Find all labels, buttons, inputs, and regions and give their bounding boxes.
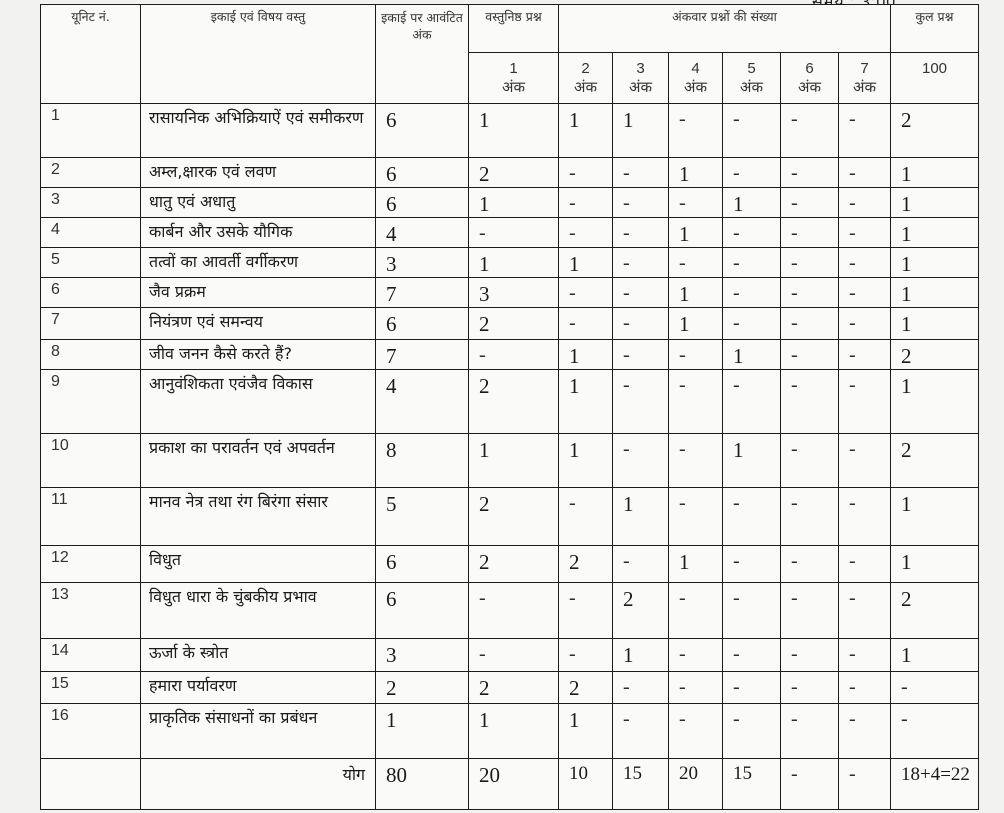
- header-markwise: अंकवार प्रश्नों की संख्या: [559, 5, 891, 53]
- mark-m2-cell: 2: [559, 546, 613, 583]
- header-mark-3: 3 अंक: [613, 53, 669, 104]
- mark-m2-cell: -: [559, 218, 613, 248]
- mark-m2-cell: 2: [559, 672, 613, 704]
- table-row: [41, 158, 979, 188]
- mark-m6-cell: -: [781, 672, 839, 704]
- mark-m6-cell: -: [781, 278, 839, 308]
- mark-m7-cell: -: [839, 104, 891, 158]
- mark-m6-cell: -: [781, 434, 839, 488]
- mark-m7-cell: -: [839, 370, 891, 434]
- mark-m7-cell: -: [839, 434, 891, 488]
- unit-number-cell: 9: [41, 370, 141, 434]
- mark-m6-cell: -: [781, 308, 839, 340]
- mark-m1-cell: 1: [469, 704, 559, 759]
- mark-m4-cell: -: [669, 639, 723, 672]
- mark-m2-cell: 1: [559, 434, 613, 488]
- unit-number-cell: 7: [41, 308, 141, 340]
- total-questions-cell: -: [891, 672, 979, 704]
- total-questions-cell: 1: [891, 158, 979, 188]
- totals-row: [41, 759, 979, 810]
- table-row: [41, 704, 979, 759]
- marks-allotted-cell: 7: [376, 340, 469, 370]
- mark-m5-cell: -: [723, 278, 781, 308]
- mark-m4-cell: -: [669, 248, 723, 278]
- mark-m7-cell: -: [839, 308, 891, 340]
- topic-cell: प्राकृतिक संसाधनों का प्रबंधन: [141, 704, 376, 759]
- mark-m7-cell: -: [839, 248, 891, 278]
- total-questions-cell: 1: [891, 546, 979, 583]
- mark-m7-cell: -: [839, 158, 891, 188]
- mark-m2-cell: 1: [559, 370, 613, 434]
- marks-allotted-cell: 6: [376, 188, 469, 218]
- mark-m3-cell: 1: [613, 639, 669, 672]
- total-questions-cell: 2: [891, 434, 979, 488]
- mark-m7-cell: -: [839, 639, 891, 672]
- unit-number-cell: 5: [41, 248, 141, 278]
- header-total-questions: कुल प्रश्न: [891, 5, 979, 53]
- mark-m1-cell: -: [469, 583, 559, 639]
- mark-m2-cell: -: [559, 583, 613, 639]
- mark-m6-cell: -: [781, 248, 839, 278]
- unit-number-cell: 4: [41, 218, 141, 248]
- totals-m1: 20: [469, 759, 559, 810]
- header-mark-7: 7 अंक: [839, 53, 891, 104]
- mark-m3-cell: -: [613, 278, 669, 308]
- mark-m4-cell: -: [669, 488, 723, 546]
- mark-m4-cell: -: [669, 104, 723, 158]
- total-questions-cell: 1: [891, 639, 979, 672]
- mark-m4-cell: -: [669, 672, 723, 704]
- totals-label: योग: [141, 759, 376, 810]
- topic-cell: विधुत धारा के चुंबकीय प्रभाव: [141, 583, 376, 639]
- mark-m1-cell: 2: [469, 308, 559, 340]
- mark-m6-cell: -: [781, 218, 839, 248]
- mark-m2-cell: -: [559, 158, 613, 188]
- mark-m3-cell: -: [613, 370, 669, 434]
- mark-m7-cell: -: [839, 583, 891, 639]
- header-mark-1: 1 अंक: [469, 53, 559, 104]
- mark-m1-cell: 1: [469, 104, 559, 158]
- mark-m4-cell: 1: [669, 278, 723, 308]
- mark-m6-cell: -: [781, 546, 839, 583]
- mark-m2-cell: 1: [559, 704, 613, 759]
- topic-cell: जीव जनन कैसे करते हैं?: [141, 340, 376, 370]
- mark-m4-cell: 1: [669, 308, 723, 340]
- topic-cell: प्रकाश का परावर्तन एवं अपवर्तन: [141, 434, 376, 488]
- mark-m5-cell: -: [723, 672, 781, 704]
- topic-cell: ऊर्जा के स्त्रोत: [141, 639, 376, 672]
- table-row: [41, 488, 979, 546]
- mark-m1-cell: 2: [469, 546, 559, 583]
- mark-m3-cell: -: [613, 546, 669, 583]
- mark-m3-cell: -: [613, 704, 669, 759]
- mark-m7-cell: -: [839, 672, 891, 704]
- mark-m5-cell: -: [723, 158, 781, 188]
- mark-m1-cell: 1: [469, 248, 559, 278]
- mark-m7-cell: -: [839, 546, 891, 583]
- totals-m7: -: [839, 759, 891, 810]
- mark-m1-cell: 2: [469, 370, 559, 434]
- unit-number-cell: 14: [41, 639, 141, 672]
- totals-m2: 10: [559, 759, 613, 810]
- header-total-sub: 100: [891, 53, 979, 104]
- marks-allotted-cell: 6: [376, 308, 469, 340]
- mark-m3-cell: 1: [613, 104, 669, 158]
- mark-m6-cell: -: [781, 104, 839, 158]
- marks-allotted-cell: 3: [376, 639, 469, 672]
- mark-m2-cell: 1: [559, 248, 613, 278]
- marks-allotted-cell: 5: [376, 488, 469, 546]
- header-mark-5: 5 अंक: [723, 53, 781, 104]
- mark-m3-cell: -: [613, 672, 669, 704]
- marks-allotted-cell: 3: [376, 248, 469, 278]
- mark-m2-cell: -: [559, 488, 613, 546]
- mark-m2-cell: 1: [559, 104, 613, 158]
- mark-m5-cell: 1: [723, 434, 781, 488]
- mark-m3-cell: -: [613, 340, 669, 370]
- mark-m4-cell: -: [669, 583, 723, 639]
- unit-number-cell: 2: [41, 158, 141, 188]
- mark-m5-cell: 1: [723, 188, 781, 218]
- header-objective: वस्तुनिष्ठ प्रश्न: [469, 5, 559, 53]
- mark-m6-cell: -: [781, 488, 839, 546]
- mark-m1-cell: 2: [469, 672, 559, 704]
- mark-m7-cell: -: [839, 488, 891, 546]
- totals-m5: 15: [723, 759, 781, 810]
- mark-m7-cell: -: [839, 188, 891, 218]
- mark-m4-cell: 1: [669, 546, 723, 583]
- total-questions-cell: 1: [891, 248, 979, 278]
- topic-cell: आनुवंशिकता एवंजैव विकास: [141, 370, 376, 434]
- mark-m7-cell: -: [839, 218, 891, 248]
- mark-m2-cell: -: [559, 278, 613, 308]
- mark-m7-cell: -: [839, 278, 891, 308]
- question-blueprint-table: [40, 4, 979, 810]
- mark-m5-cell: -: [723, 308, 781, 340]
- unit-number-cell: 6: [41, 278, 141, 308]
- mark-m4-cell: -: [669, 704, 723, 759]
- mark-m6-cell: -: [781, 639, 839, 672]
- mark-m5-cell: -: [723, 488, 781, 546]
- total-questions-cell: 1: [891, 308, 979, 340]
- unit-number-cell: 13: [41, 583, 141, 639]
- mark-m3-cell: 2: [613, 583, 669, 639]
- mark-m3-cell: 1: [613, 488, 669, 546]
- mark-m3-cell: -: [613, 158, 669, 188]
- topic-cell: नियंत्रण एवं समन्वय: [141, 308, 376, 340]
- mark-m4-cell: -: [669, 340, 723, 370]
- mark-m6-cell: -: [781, 583, 839, 639]
- table-row: [41, 278, 979, 308]
- total-questions-cell: 2: [891, 583, 979, 639]
- mark-m1-cell: -: [469, 218, 559, 248]
- marks-allotted-cell: 4: [376, 370, 469, 434]
- mark-m7-cell: -: [839, 340, 891, 370]
- marks-allotted-cell: 4: [376, 218, 469, 248]
- totals-unit-cell: [41, 759, 141, 810]
- table-row: [41, 370, 979, 434]
- totals-marks: 80: [376, 759, 469, 810]
- unit-number-cell: 15: [41, 672, 141, 704]
- mark-m3-cell: -: [613, 218, 669, 248]
- marks-allotted-cell: 8: [376, 434, 469, 488]
- total-questions-cell: 1: [891, 278, 979, 308]
- mark-m5-cell: -: [723, 218, 781, 248]
- unit-number-cell: 11: [41, 488, 141, 546]
- mark-m6-cell: -: [781, 188, 839, 218]
- table-row: [41, 639, 979, 672]
- topic-cell: जैव प्रक्रम: [141, 278, 376, 308]
- mark-m4-cell: 1: [669, 158, 723, 188]
- mark-m3-cell: -: [613, 308, 669, 340]
- topic-cell: मानव नेत्र तथा रंग बिरंगा संसार: [141, 488, 376, 546]
- totals-m3: 15: [613, 759, 669, 810]
- marks-allotted-cell: 7: [376, 278, 469, 308]
- mark-m4-cell: -: [669, 188, 723, 218]
- marks-allotted-cell: 1: [376, 704, 469, 759]
- header-marks-allotted: इकाई पर आवंटित अंक: [376, 5, 469, 104]
- marks-allotted-cell: 6: [376, 546, 469, 583]
- mark-m2-cell: 1: [559, 340, 613, 370]
- header-unit-no: यूनिट नं.: [41, 5, 141, 104]
- mark-m1-cell: 2: [469, 488, 559, 546]
- mark-m1-cell: -: [469, 340, 559, 370]
- topic-cell: तत्वों का आवर्ती वर्गीकरण: [141, 248, 376, 278]
- mark-m1-cell: 3: [469, 278, 559, 308]
- mark-m5-cell: -: [723, 639, 781, 672]
- mark-m5-cell: -: [723, 704, 781, 759]
- mark-m1-cell: -: [469, 639, 559, 672]
- mark-m3-cell: -: [613, 188, 669, 218]
- unit-number-cell: 3: [41, 188, 141, 218]
- unit-number-cell: 12: [41, 546, 141, 583]
- mark-m5-cell: -: [723, 546, 781, 583]
- mark-m5-cell: -: [723, 583, 781, 639]
- totals-total: 18+4=22: [891, 759, 979, 810]
- total-questions-cell: 1: [891, 488, 979, 546]
- table-row: [41, 340, 979, 370]
- mark-m6-cell: -: [781, 370, 839, 434]
- marks-allotted-cell: 2: [376, 672, 469, 704]
- mark-m5-cell: -: [723, 370, 781, 434]
- table-row: [41, 308, 979, 340]
- unit-number-cell: 10: [41, 434, 141, 488]
- mark-m2-cell: -: [559, 188, 613, 218]
- mark-m5-cell: 1: [723, 340, 781, 370]
- header-mark-2: 2 अंक: [559, 53, 613, 104]
- table-body: [41, 104, 979, 759]
- header-topic: इकाई एवं विषय वस्तु: [141, 5, 376, 104]
- topic-cell: कार्बन और उसके यौगिक: [141, 218, 376, 248]
- mark-m2-cell: -: [559, 308, 613, 340]
- header-mark-4: 4 अंक: [669, 53, 723, 104]
- total-questions-cell: 2: [891, 104, 979, 158]
- marks-allotted-cell: 6: [376, 583, 469, 639]
- unit-number-cell: 8: [41, 340, 141, 370]
- table-row: [41, 104, 979, 158]
- mark-m6-cell: -: [781, 340, 839, 370]
- table-row: [41, 546, 979, 583]
- total-questions-cell: 1: [891, 370, 979, 434]
- mark-m1-cell: 1: [469, 188, 559, 218]
- totals-m4: 20: [669, 759, 723, 810]
- unit-number-cell: 1: [41, 104, 141, 158]
- mark-m2-cell: -: [559, 639, 613, 672]
- mark-m3-cell: -: [613, 248, 669, 278]
- header-mark-6: 6 अंक: [781, 53, 839, 104]
- mark-m6-cell: -: [781, 158, 839, 188]
- mark-m4-cell: 1: [669, 218, 723, 248]
- mark-m7-cell: -: [839, 704, 891, 759]
- topic-cell: धातु एवं अधातु: [141, 188, 376, 218]
- totals-m6: -: [781, 759, 839, 810]
- topic-cell: विधुत: [141, 546, 376, 583]
- mark-m4-cell: -: [669, 370, 723, 434]
- unit-number-cell: 16: [41, 704, 141, 759]
- mark-m3-cell: -: [613, 434, 669, 488]
- mark-m5-cell: -: [723, 104, 781, 158]
- total-questions-cell: -: [891, 704, 979, 759]
- marks-allotted-cell: 6: [376, 104, 469, 158]
- mark-m4-cell: -: [669, 434, 723, 488]
- table-row: [41, 188, 979, 218]
- mark-m6-cell: -: [781, 704, 839, 759]
- table-row: [41, 434, 979, 488]
- mark-m1-cell: 2: [469, 158, 559, 188]
- topic-cell: हमारा पर्यावरण: [141, 672, 376, 704]
- table-row: [41, 583, 979, 639]
- marks-allotted-cell: 6: [376, 158, 469, 188]
- total-questions-cell: 1: [891, 218, 979, 248]
- topic-cell: अम्ल,क्षारक एवं लवण: [141, 158, 376, 188]
- total-questions-cell: 1: [891, 188, 979, 218]
- table-row: [41, 218, 979, 248]
- table-row: [41, 248, 979, 278]
- mark-m1-cell: 1: [469, 434, 559, 488]
- mark-m5-cell: -: [723, 248, 781, 278]
- topic-cell: रासायनिक अभिक्रियाऐं एवं समीकरण: [141, 104, 376, 158]
- table-row: [41, 672, 979, 704]
- total-questions-cell: 2: [891, 340, 979, 370]
